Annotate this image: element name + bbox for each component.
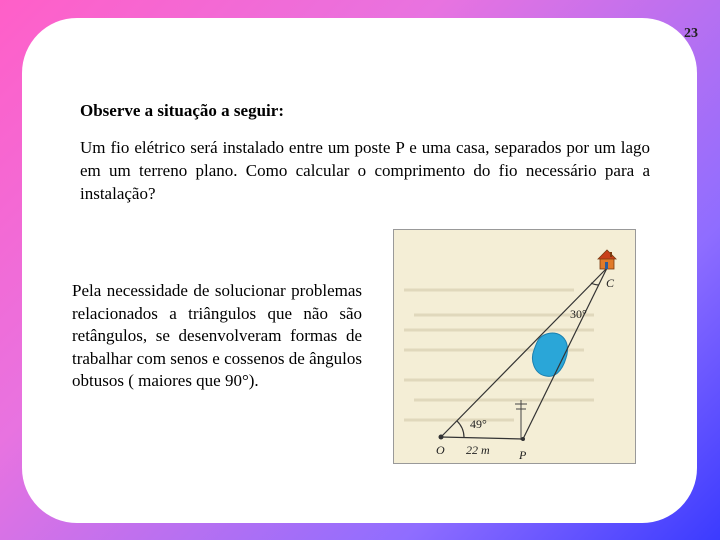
side-OP xyxy=(441,437,523,439)
point-P xyxy=(521,437,525,441)
label-C: C xyxy=(606,276,615,290)
angle-C-label: 30° xyxy=(570,307,587,321)
slide-number: 23 xyxy=(684,26,698,41)
lake-shape xyxy=(533,333,568,376)
side-OP-label: 22 m xyxy=(466,443,490,457)
side-OC xyxy=(441,268,607,437)
triangle-figure xyxy=(393,229,636,464)
section-heading: Observe a situação a seguir: xyxy=(80,101,284,120)
label-P: P xyxy=(519,448,527,462)
point-O xyxy=(439,435,444,440)
house-icon xyxy=(598,250,616,269)
body-paragraph: Pela necessidade de solucionar problemas relacionados a triângulos que não são retângulos, se desenvolveram formas de trabalhar com senos e cossenos de ângulos obtusos ( maiores que 90°). xyxy=(72,281,362,390)
angle-O-label: 49° xyxy=(470,417,487,431)
content-card xyxy=(22,18,697,523)
intro-paragraph: Um fio elétrico será instalado entre um poste P e uma casa, separados por um lago em um terreno plano. Como calcular o comprimento do fio necessário para a instalação? xyxy=(80,138,650,203)
label-O: O xyxy=(436,443,445,457)
